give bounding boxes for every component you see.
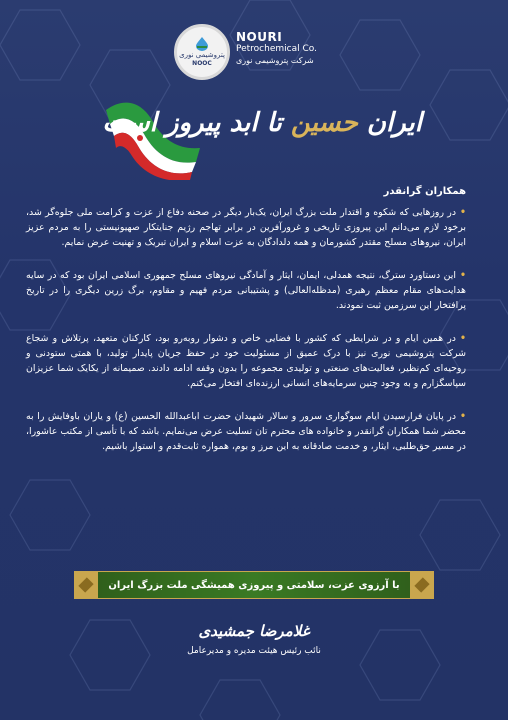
paragraph-text: در پایان فرارسیدن ایام سوگواری سرور و سالار شهیدان حضرت اباعبدالله الحسین (ع) و یاران باوفایش را به محضر شما همکاران گرانقدر و خانواده های محترم تان تسلیت عرض می‌نمایم. باشد که با تأسی از مکتب عاشورا، در مسیر حق‌طلبی، ایثار، و خدمت صادقانه به این مرز و بوم، همواره ثابت‌قدم و استوار باشیم. (26, 411, 466, 452)
paragraph-2 (26, 268, 466, 313)
bullet-icon: • (460, 207, 466, 218)
brand-subtitle: Petrochemical Co. (236, 44, 317, 54)
paragraph-3 (26, 331, 466, 391)
signature-title: نائب رئیس هیئت مدیره و مدیرعامل (187, 646, 321, 656)
title-banner (100, 90, 420, 182)
ornament-left-icon (74, 571, 98, 599)
letter-body (26, 184, 466, 472)
paragraph-1 (26, 205, 466, 250)
brand-name: NOURI (236, 30, 283, 44)
paragraph-4 (26, 409, 466, 454)
banner-title-hossein: حسین (290, 108, 358, 138)
logo-badge (174, 24, 230, 80)
closing-text: با آرزوی عزت، سلامتی و پیروزی همیشگی ملت بزرگ ایران (108, 579, 400, 591)
banner-title (102, 108, 422, 138)
droplet-icon (194, 37, 210, 51)
bullet-icon: • (460, 411, 466, 422)
signature-name: غلامرضا جمشیدی (198, 622, 310, 640)
greeting: همکاران گرانقدر (383, 186, 466, 197)
closing-banner (74, 571, 434, 599)
company-logo (174, 24, 334, 80)
banner-title-part1: ایران (357, 108, 422, 138)
logo-fa-text: پتروشیمی نوری (179, 51, 225, 59)
ornament-right-icon (410, 571, 434, 599)
paragraph-text: در روزهایی که شکوه و اقتدار ملت بزرگ ایران، یک‌بار دیگر در صحنه دفاع از عزت و کرامت ملی جلوه‌گر شد، برخود لازم می‌دانم این پیروزی تاریخی و غرورآفرین در برابر تهاجم رژیم جنایتکار صهیونیستی را به مردم عزیز ایران، نیروهای مسلح مقتدر کشورمان و همه دلدادگان به عزت اسلام و ایران تبریک و تهنیت عرض نمایم. (26, 207, 466, 248)
bullet-icon: • (460, 270, 466, 281)
bullet-icon: • (460, 333, 466, 344)
signature-block (0, 622, 508, 656)
paragraph-text: این دستاورد سترگ، نتیجه همدلی، ایمان، ایثار و آمادگی نیروهای مسلح جمهوری اسلامی ایران بود که در سایه هدایت‌های مقام معظم رهبری (مدظله‌العالی) و پشتیبانی مردم فهیم و مقاوم، برگ زرین دیگری را در تاریخ پرافتخار این سرزمین ثبت نمودند. (26, 270, 466, 311)
logo-code: NOOC (192, 60, 212, 67)
banner-title-part3: تا ابد پیروز است (102, 108, 291, 138)
brand-text (236, 30, 317, 66)
brand-fa: شرکت پتروشیمی نوری (236, 56, 314, 65)
paragraph-text: در همین ایام و در شرایطی که کشور با فضایی خاص و دشوار روبه‌رو بود، کارکنان متعهد، پرتلاش و شجاع شرکت پتروشیمی نوری نیز با درک عمیق از مسئولیت خود در حفظ جریان پایدار تولید، با همتی ستودنی و روحیه‌ای کم‌نظیر، فعالیت‌های صنعتی و تولیدی مجموعه را بدون وقفه ادامه دادند. صمیمانه از یکایک شما عزیزان سپاسگزارم و به وجود چنین سرمایه‌های انسانی ارزنده‌ای افتخار می‌کنم. (26, 333, 466, 389)
